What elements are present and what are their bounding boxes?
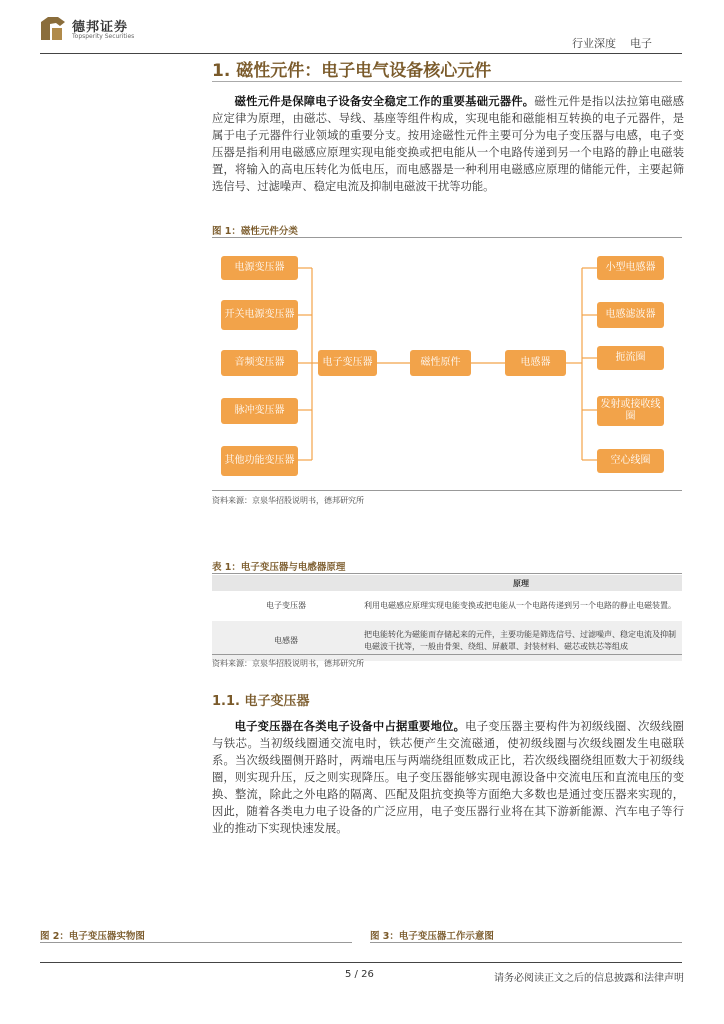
subsection-title: 1.1. 电子变压器: [212, 694, 310, 709]
node-left-3: 音频变压器: [221, 350, 298, 376]
table-cell: 电感器: [212, 621, 360, 661]
table-cell: 电子变压器: [212, 591, 360, 621]
header-tags: [572, 35, 652, 51]
figure1-caption: 图 1：磁性元件分类: [212, 226, 298, 237]
node-transformer: 电子变压器: [318, 350, 377, 376]
table-header-cell: 原理: [360, 575, 682, 591]
subsection-paragraph: [212, 718, 684, 837]
paragraph-body: 电子变压器主要构件为初级线圈、次级线圈与铁芯。当初级线圈通交流电时，铁芯便产生交流磁通，使初级线圈与次级线圈发生电磁联系。当次级线圈侧开路时，两端电压与两端绕组匝数成正比，若次级线圈绕组匝数大于初级线圈，则实现升压，反之则实现降压。电子变压器能够实现电源设备中交流电压和直流电压的变换、整流，除此之外电路的隔离、匹配及阻抗变换等方面绝大多数也是通过变压器来实现的，因此，随着各类电力电子设备的广泛应用，电子变压器行业将在其下游新能源、汽车电子等行业的推动下实现快速发展。: [212, 720, 684, 835]
table-row: [212, 621, 682, 661]
figure2-caption-divider: [40, 942, 352, 943]
node-left-2: 开关电源变压器: [221, 300, 298, 330]
section-title-divider: [212, 81, 682, 82]
table1-caption-divider: [212, 573, 682, 574]
figure1-diagram: [212, 238, 682, 490]
header-divider: [40, 53, 682, 54]
report-type: 行业深度: [572, 37, 616, 50]
page-number: 5 / 26: [345, 969, 374, 980]
industry-tag: 电子: [630, 37, 652, 50]
figure2-caption: 图 2：电子变压器实物图: [40, 931, 145, 942]
paragraph-lead: 电子变压器在各类电子设备中占据重要地位。: [234, 720, 466, 733]
brand-logo-icon: [38, 14, 68, 44]
footer-disclaimer: 请务必阅读正文之后的信息披露和法律声明: [494, 973, 684, 984]
paragraph-body: 磁性元件是指以法拉第电磁感应定律为原理，由磁芯、导线、基座等组件构成，实现电能和磁能相互转换的电子元器件，是属于电子元器件行业领域的重要分支。按用途磁性元件主要可分为电子变压器与电感，电子变压器是指利用电磁感应原理实现电能变换或把电能从一个电路传递到另一个电路的静止电磁装置，将输入的高电压转化为低电压，而电感器是一种利用电磁感应原理的储能元件，主要起筛选信号、过滤噪声、稳定电流及抑制电磁波干扰等功能。: [212, 95, 684, 193]
figure1-bottom-divider: [212, 490, 682, 491]
node-left-1: 电源变压器: [221, 256, 298, 280]
node-left-4: 脉冲变压器: [221, 398, 298, 424]
brand-name: 德邦证券: [72, 20, 129, 35]
brand-name-en: Topsperity Securities: [72, 33, 135, 40]
node-right-1: 小型电感器: [597, 256, 664, 280]
node-right-4: 发射或接收线圈: [597, 396, 664, 426]
node-magnetic: 磁性原件: [410, 350, 471, 376]
table1: [212, 575, 682, 661]
table1-bottom-divider: [212, 654, 682, 655]
figure3-caption: 图 3：电子变压器工作示意图: [370, 931, 494, 942]
node-right-3: 扼流圈: [597, 346, 664, 370]
figure1-source: 资料来源：京泉华招股说明书，德邦研究所: [212, 496, 364, 505]
node-left-5: 其他功能变压器: [221, 446, 298, 476]
section-title: 1. 磁性元件：电子电气设备核心元件: [212, 61, 492, 81]
section-paragraph: [212, 93, 684, 195]
table-row: [212, 591, 682, 621]
footer-divider: [40, 962, 682, 963]
table1-source: 资料来源：京泉华招股说明书，德邦研究所: [212, 659, 364, 668]
table-cell: 把电能转化为磁能而存储起来的元件，主要功能是筛选信号、过滤噪声、稳定电流及抑制电磁波干扰等，一般由骨架、绕组、屏蔽罩、封装材料、磁芯或铁芯等组成: [360, 621, 682, 661]
figure3-caption-divider: [370, 942, 682, 943]
node-inductor: 电感器: [505, 350, 566, 376]
paragraph-lead: 磁性元件是保障电子设备安全稳定工作的重要基础元器件。: [234, 95, 535, 108]
table-cell: 利用电磁感应原理实现电能变换或把电能从一个电路传递到另一个电路的静止电磁装置。: [360, 591, 682, 621]
table-header-cell: [212, 575, 360, 591]
table-header-row: [212, 575, 682, 591]
node-right-2: 电感滤波器: [597, 302, 664, 328]
node-right-5: 空心线圈: [597, 449, 664, 473]
table1-caption: 表 1：电子变压器与电感器原理: [212, 562, 346, 573]
